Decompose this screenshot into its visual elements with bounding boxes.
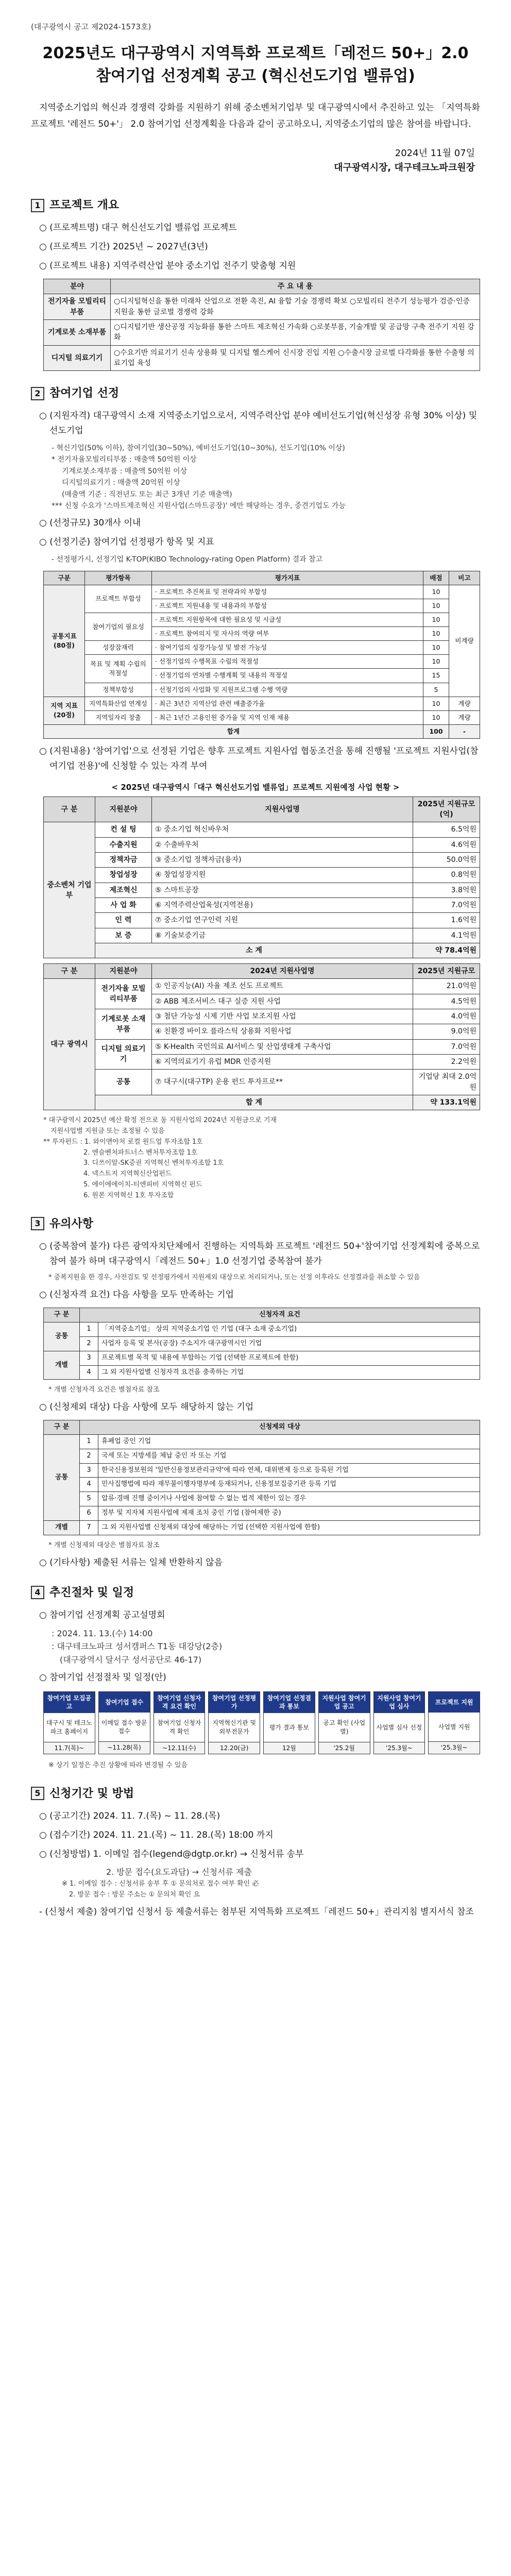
table-cell: ⑥ 지역의료기기 유럽 MDR 인증지원 (152, 1054, 413, 1069)
table-row (44, 1351, 480, 1365)
exclusion-targets: ○ (신청제외 대상) 다음 사항에 모두 해당하지 않는 기업 (39, 1402, 254, 1413)
budget-notes (43, 1115, 480, 1201)
budget-table-daegu (43, 963, 480, 1110)
schedule-note: ※ 상기 일정은 추진 상황에 따라 변경될 수 있음 (48, 1761, 188, 1769)
table-cell: 3 (80, 1351, 98, 1365)
table-cell: 지역일자리 창출 (85, 710, 152, 724)
table-row (44, 1039, 480, 1054)
section-precautions (31, 1215, 480, 1570)
evaluation-table (43, 571, 480, 739)
table-row (44, 1478, 480, 1492)
eligibility-requirements: ○ (신청자격 요건) 다음 사항을 모두 만족하는 기업 (39, 1290, 234, 1300)
table-header: 2025년 지원규모(억) (413, 796, 480, 822)
table-row (44, 1009, 480, 1024)
flow-step: 참여기업 모집공고 대구시 및 테크노파크 홈페이지 11.7(목)~ (43, 1691, 95, 1754)
table-row (44, 613, 480, 626)
table-cell: ⑤ K-Health 국민의료 AI서비스 및 산업생태계 구축사업 (152, 1039, 413, 1054)
table-cell: ② ABB 제조서비스 대구 실증 지원 사업 (152, 994, 413, 1009)
table-cell: 5 (423, 683, 449, 697)
table-row (44, 1506, 480, 1521)
table-cell: 전기자율 모빌리티부품 (95, 979, 152, 1009)
other-notes: ○ (기타사항) 제출된 서류는 일체 반환하지 않음 (39, 1557, 223, 1568)
table-cell: 지역 지표 (20점) (44, 697, 85, 724)
table-cell: 100 (423, 724, 449, 738)
table-cell: 인 력 (95, 913, 152, 928)
table-cell: 2.2억원 (413, 1054, 480, 1069)
table-cell: 10 (423, 627, 449, 641)
table-cell: ⑤ 스마트공장 (152, 883, 413, 897)
exclusion-table (43, 1420, 480, 1535)
table-header: 신청제외 대상 (80, 1420, 480, 1435)
table-cell: · 프로젝트 추진목표 및 전략과의 부합성 (152, 585, 423, 599)
eligibility-detail: 디지털의료기기 : 매출액 20억원 이상 (62, 479, 180, 487)
section-number: 3 (31, 1217, 44, 1230)
table-cell: 7 (80, 1520, 98, 1535)
selection-scale: ○ (선정규모) 30개사 이내 (39, 518, 141, 529)
section-number: 2 (31, 387, 44, 400)
table-cell: 2 (80, 1449, 98, 1463)
table-cell: 개별 (44, 1351, 80, 1380)
flow-step: 참여기업 선정결과 통보 평가 결과 통보 12월 (263, 1691, 315, 1754)
table-row (44, 1449, 480, 1463)
table-cell: 약 133.1억원 (413, 1095, 480, 1110)
table-row (44, 822, 480, 837)
section-title: 유의사항 (49, 1217, 94, 1230)
table-cell: · 참여기업의 성장가능성 및 발전 가능성 (152, 641, 423, 655)
table-cell: 7.0억원 (413, 897, 480, 912)
section-heading (31, 1215, 480, 1233)
table-header: 구 분 (44, 1420, 80, 1435)
table-cell: 6.5억원 (413, 822, 480, 837)
table-cell: ① 인공지능(AI) 자율 제조 선도 프로젝트 (152, 979, 413, 994)
table-cell: 기계로봇 소재부품 (95, 1009, 152, 1040)
table-cell: 그 외 지원사업별 신청자격 요건을 충족하는 기업 (98, 1365, 480, 1380)
document-submission: - (신청서 제출) 참여기업 신청서 등 제출서류는 첨부된 지역특화 프로젝트「레전드 50+」관리지침 별지서식 참조 (39, 1906, 474, 1917)
table-cell: 성장잠재력 (85, 641, 152, 655)
table-cell: 10 (423, 697, 449, 710)
table-cell: 비계량 (449, 585, 480, 697)
title-line-2: 참여기업 선정계획 공고 (혁신선도기업 밸류업) (96, 66, 415, 85)
table-row (44, 943, 480, 958)
section-heading (31, 1785, 480, 1803)
table-header: 신청자격 요건 (80, 1308, 480, 1323)
table-cell: 공통지표 (80점) (44, 585, 85, 697)
table-cell: 사업자 등록 및 본사(공장) 주소지가 대구광역시인 기업 (98, 1336, 480, 1351)
table-row (44, 697, 480, 710)
announcing-organization: 대구광역시장, 대구테크노파크원장 (334, 162, 475, 174)
table-cell: · 최근 1년간 고용인원 증가율 및 지역 인재 채용 (152, 710, 423, 724)
footnote-line: 지원사업별 지원금 또는 조정될 수 있음 (50, 1127, 165, 1135)
table-header: 구분 (44, 571, 85, 585)
project-content-table (43, 279, 480, 371)
table-cell: · 프로젝트 참여의지 및 자사의 역량 여부 (152, 627, 423, 641)
table-cell: 목표 및 계획 수립의 적절성 (85, 655, 152, 683)
table-row (44, 1323, 480, 1337)
eligibility-detail: (매출액 기준 : 직전년도 또는 최근 3개년 기준 매출액) (62, 490, 232, 499)
no-duplicate-participation: ○ (중복참여 불가) 다른 광역자치단체에서 진행하는 지역특화 프로젝트 '레전드 50+'참여기업 선정계획에 중복으로 참여 불가 하며 대구광역시「레전드 50+」1.0 선정기업 중복참여 불가 (39, 1241, 480, 1266)
table-cell: 프로젝트별 목적 및 내용에 부합하는 기업 (선택한 프로젝트에 한함) (98, 1351, 480, 1365)
briefing-address: (대구광역시 달서구 성서공단로 46-17) (60, 1654, 202, 1665)
table-cell: 지역특화산업 연계성 (85, 697, 152, 710)
table-cell: ③ 첨단 가능성 시제 기반 사업 보조지원 사업 (152, 1009, 413, 1024)
table-header: 비고 (449, 571, 480, 585)
table-cell: 4.1억원 (413, 928, 480, 943)
table-cell: ③ 중소기업 정책자금(융자) (152, 853, 413, 868)
table-header: 주 요 내 용 (111, 279, 480, 294)
table-row (44, 1095, 480, 1110)
table-row (44, 585, 480, 599)
eligibility-detail: - 혁신기업(50% 이하), 참여기업(30~50%), 예비선도기업(10~30%), 선도기업(10% 이상) (52, 444, 345, 453)
eligibility-detail: * 전기자율모빌리티부품 : 매출액 50억원 이상 (52, 455, 197, 464)
table-cell: 계량 (449, 710, 480, 724)
table-cell: 4.0억원 (413, 1009, 480, 1024)
table-cell: ② 수출바우처 (152, 837, 413, 852)
table-cell: ○디지털혁신을 통한 미래차 산업으로 전환 촉진, AI 융합 기술 경쟁력 확보 ○모빌리티 전주기 성능평가 검증·인증 지원을 통한 글로벌 경쟁력 강화 (111, 294, 480, 320)
section-heading (31, 196, 480, 214)
table-cell: 9.0억원 (413, 1024, 480, 1039)
table-cell: 중소벤처 기업부 (44, 822, 95, 958)
table-cell: 창업성장 (95, 868, 152, 883)
table-cell: · 선정기업의 사업화 및 지원프로그램 수행 역량 (152, 683, 423, 697)
table-cell: ⑥ 지역주력산업육성(지역전용) (152, 897, 413, 912)
table-cell: 컨 설 팅 (95, 822, 152, 837)
eligibility-detail: 기계로봇소재부품 : 매출액 50억원 이상 (62, 467, 188, 476)
eligibility-table (43, 1308, 480, 1380)
table-row (44, 724, 480, 738)
table-cell: 7.0억원 (413, 1039, 480, 1054)
table-row (44, 294, 480, 320)
table-cell: · 프로젝트 지원내용 및 내용과의 부합성 (152, 599, 423, 613)
eligibility: ○ (지원자격) 대구광역시 소재 지역중소기업으로서, 지역주력산업 분야 예비선도기업(혁신성장 유형 30% 이상) 및 선도기업 (39, 411, 478, 436)
duplicate-note: * 중복지원을 한 경우, 사전검토 및 선정평가에서 지원제외 대상으로 처리되거나, 또는 선정 이후라도 선정결과를 취소할 수 있음 (48, 1274, 420, 1282)
flow-step: 지원사업 참여기업 공고 공고 확인 (사업별) '25.2월 (318, 1691, 370, 1754)
table-cell: 10 (423, 585, 449, 599)
table-cell: 소 계 (95, 943, 413, 958)
table-cell: 3 (80, 1463, 98, 1478)
table-row (44, 853, 480, 868)
table-header: 평가항목 (85, 571, 152, 585)
table-cell: 그 외 지원사업별 신청제외 대상에 해당하는 기업 (선택한 지원사업에 한함) (98, 1520, 480, 1535)
table-row (44, 837, 480, 852)
section-title: 참여기업 선정 (49, 387, 120, 400)
table-cell: ○수요기반 의료기기 신속 상용화 및 디지털 헬스케어 신시장 진입 지원 ○수출시장 글로벌 다각화를 통한 수출형 의료기업 육성 (111, 345, 480, 371)
table-cell: 합 계 (95, 1095, 413, 1110)
flow-step: 지원사업 참여기업 심사 사업별 심사 선정 '25.3월~ (373, 1691, 425, 1754)
table-cell: · 선정기업의 연차별 수행계획 및 내용의 적정성 (152, 669, 423, 683)
briefing-place: : 대구테크노파크 성서캠퍼스 T1동 대강당(2층) (52, 1641, 223, 1652)
table-row (44, 928, 480, 943)
flow-step: 참여기업 신청자격 요건 확인 참여기업 신청자격 확인 ~12.11(수) (154, 1691, 206, 1754)
selection-criteria-note: - 선정평가시, 선정기업 K-TOP(KIBO Technology-rating Open Platform) 결과 참고 (52, 555, 323, 564)
table-header: 지원분야 (95, 964, 152, 979)
footnote-line: 3. 디쓰이알-SK증권 지역혁신 벤처투자조합 1호 (83, 1159, 224, 1167)
footnote-line: 2. 엔슬벤처파트너스 벤처투자조합 1호 (83, 1148, 198, 1157)
section-application (31, 1785, 480, 1920)
method-note-2: 2. 방문 접수 : 방문 주소는 ① 문의처 확인 요 (69, 1890, 200, 1899)
table-cell: ○디지털기반 생산공정 지능화를 통한 스마트 제조혁신 가속화 ○로봇부품, 기술개발 및 공급망 구축 전주기 지원 강화 (111, 319, 480, 345)
table-cell: 1 (80, 1323, 98, 1337)
table-cell: 1 (80, 1434, 98, 1449)
table-cell: 전기자율 모빌리티부품 (44, 294, 111, 320)
table-cell: 참여기업의 필요성 (85, 613, 152, 640)
table-row (44, 1463, 480, 1478)
footnote-line: 6. 원본 지역혁신 1호 투자조합 (83, 1191, 174, 1199)
table-cell: 5 (80, 1492, 98, 1506)
table-cell: 10 (423, 655, 449, 669)
table-cell: 공통 (44, 1323, 80, 1351)
project-content: ○ (프로젝트 내용) 지역주력산업 분야 중소기업 전주기 맞춤형 지원 (39, 261, 296, 272)
table-cell: 프로젝트 부합성 (85, 585, 152, 613)
table-cell: 민사집행법에 따라 재무불이행자명부에 등재되거나, 신용정보집중기관 등록 기업 (98, 1478, 480, 1492)
table-cell: 기업당 최대 2.0억원 (413, 1070, 480, 1095)
table-row (44, 1434, 480, 1449)
announcement-date: 2024년 11월 07일 (395, 147, 475, 159)
flow-step: 프로젝트 지원 사업별 지원 '25.3월~ (428, 1691, 480, 1754)
table-row (44, 319, 480, 345)
table-cell: 계량 (449, 697, 480, 710)
intro-paragraph: 지역중소기업의 혁신과 경쟁력 강화를 지원하기 위해 중소벤처기업부 및 대구광역시에서 추진하고 있는 「지역특화 프로젝트 '레전드 50+'」 2.0 참여기업 선정계획을 다음과 같이 공고하오니, 지역중소기업의 많은 참여를 바랍니다. (31, 103, 480, 130)
table-header: 구 분 (44, 964, 95, 979)
flow-step: 참여기업 접수 이메일 접수 방문 접수 ~11.28(목) (98, 1691, 150, 1754)
submission-period: ○ (접수기간) 2024. 11. 21.(목) ~ 11. 28.(목) 18:00 까지 (39, 1829, 274, 1840)
table-row (44, 883, 480, 897)
table-cell: 개별 (44, 1520, 80, 1535)
table-cell: 「지역중소기업」 상의 지역중소기업 인 기업 (대구 소재 중소기업) (98, 1323, 480, 1337)
eligibility-note: * 개별 신청자격 요건은 별첨자료 참조 (48, 1386, 160, 1394)
table-cell: 정책자금 (95, 853, 152, 868)
table-cell: 보 증 (95, 928, 152, 943)
table-cell: 정부 및 지자체 지원사업에 제재 조치 중인 기업 (참여제한 중) (98, 1506, 480, 1521)
table-header: 지원분야 (95, 796, 152, 822)
table-cell: ⑧ 기술보증기금 (152, 928, 413, 943)
table-cell: ① 중소기업 혁신바우처 (152, 822, 413, 837)
section-project-overview (31, 196, 480, 371)
section-title: 신청기간 및 방법 (49, 1787, 134, 1800)
table-cell: 6 (80, 1506, 98, 1521)
table-row (44, 1492, 480, 1506)
table-header: 분야 (44, 279, 111, 294)
table-row (44, 710, 480, 724)
table-cell: ⑦ 대구시(대구TP) 운용 펀드 투자프로** (152, 1070, 413, 1095)
table-header: 배점 (423, 571, 449, 585)
table-cell: 21.0억원 (413, 979, 480, 994)
section-procedure-schedule (31, 1584, 480, 1771)
table-cell: 10 (423, 613, 449, 626)
briefing-time: : 2024. 11. 13.(수) 14:00 (52, 1628, 153, 1638)
table-cell: · 최근 3년간 지역산업 관련 매출증가율 (152, 697, 423, 710)
table-cell: 1.6억원 (413, 913, 480, 928)
eligibility-detail: *** 신청 수요가 '스마트제조혁신 지원사업(스마트공장)' 에만 해당하는 경우, 중견기업도 가능 (52, 502, 346, 511)
section-participant-selection (31, 384, 480, 1201)
table-header: 평가지표 (152, 571, 423, 585)
table-cell: 4.5억원 (413, 994, 480, 1009)
table-cell: ④ 친환경 바이오 플라스틱 상용화 지원사업 (152, 1024, 413, 1039)
title-line-1: 2025년도 대구광역시 지역특화 프로젝트「레전드 50+」2.0 (42, 44, 469, 62)
table-cell: 사 업 화 (95, 897, 152, 912)
table-cell: 대구 광역시 (44, 979, 95, 1110)
table-cell: 약 78.4억원 (413, 943, 480, 958)
budget-table-mss (43, 796, 480, 958)
footnote-line: 4. 넥스트지 지역혁신산업펀드 (83, 1170, 172, 1178)
table-cell: - (449, 724, 480, 738)
table-header: 2025년 지원규모 (413, 964, 480, 979)
table-row (44, 683, 480, 697)
exclusion-note: * 개별 신청제외 대상은 별첨자료 참조 (48, 1541, 160, 1549)
table-row (44, 345, 480, 371)
section-number: 1 (31, 199, 44, 212)
table-row (44, 641, 480, 655)
table-cell: 10 (423, 641, 449, 655)
budget-table-title: < 2025년 대구광역시「대구 혁신선도기업 밸류업」프로젝트 지원예정 사업 현황 > (111, 782, 400, 792)
footnote-line: 5. 에이에에이치-티엔피비 지역혁신 펀드 (83, 1180, 202, 1189)
table-header: 지원사업명 (152, 796, 413, 822)
table-row (44, 1336, 480, 1351)
table-row (44, 655, 480, 669)
table-cell: 0.8억원 (413, 868, 480, 883)
support-content: ○ (지원내용) '참여기업'으로 선정된 기업은 향후 프로젝트 지원사업 협동조건을 통해 진행될 '프로젝트 지원사업(참여기업 전용)'에 신청할 수 있는 자격 부여 (39, 746, 479, 771)
section-title: 추진절차 및 일정 (49, 1586, 134, 1599)
table-cell: 압류·경매 진행 중이거나 사업에 참여할 수 없는 법적 제한이 있는 경우 (98, 1492, 480, 1506)
table-cell: 10 (423, 599, 449, 613)
application-method: ○ (신청방법) 1. 이메일 접수(legend@dgtp.or.kr) → 신청서류 송부 (39, 1849, 304, 1859)
table-cell: 디지털 의료기기 (44, 345, 111, 371)
table-cell: 4 (80, 1365, 98, 1380)
project-period: ○ (프로젝트 기간) 2025년 ~ 2027년(3년) (39, 242, 208, 252)
table-cell: 2 (80, 1336, 98, 1351)
table-row (44, 1070, 480, 1095)
table-cell: 4 (80, 1478, 98, 1492)
table-cell: 한국신용정보원의 '일반신용정보관리규약'에 따라 연체, 대위변제 등으로 등록된 기업 (98, 1463, 480, 1478)
table-cell: 공통 (44, 1434, 80, 1520)
table-cell: 휴폐업 중인 기업 (98, 1434, 480, 1449)
table-cell: 정책부합성 (85, 683, 152, 697)
table-cell: 3.8억원 (413, 883, 480, 897)
table-row (44, 979, 480, 994)
table-row (44, 913, 480, 928)
table-cell: 수출지원 (95, 837, 152, 852)
table-header: 구 분 (44, 796, 95, 822)
table-cell: 기계로봇 소재부품 (44, 319, 111, 345)
table-cell: ④ 창업성장지원 (152, 868, 413, 883)
table-cell: 합계 (44, 724, 423, 738)
footnote-line: * 대구광역시 2025년 예산 확정 전으로 동 지원사업의 2024년 지원금으로 기재 (43, 1116, 277, 1125)
table-cell: · 선정기업의 수행목표 수립의 적절성 (152, 655, 423, 669)
selection-procedure: ○ 참여기업 선정절차 및 일정(안) (39, 1672, 166, 1683)
project-name: ○ (프로젝트명) 대구 혁신선도기업 밸류업 프로젝트 (39, 223, 237, 233)
table-cell: · 프로젝트 지원항목에 대한 필요성 및 시급성 (152, 613, 423, 626)
section-number: 4 (31, 1586, 44, 1599)
section-number: 5 (31, 1787, 44, 1800)
table-cell: 제조혁신 (95, 883, 152, 897)
table-row (44, 1520, 480, 1535)
table-row (44, 1365, 480, 1380)
table-cell: ⑦ 중소기업 연구인력 지원 (152, 913, 413, 928)
procedure-flow (43, 1691, 480, 1754)
section-title: 프로젝트 개요 (49, 199, 120, 212)
table-cell: 10 (423, 710, 449, 724)
document-title (31, 42, 480, 87)
announcement-period: ○ (공고기간) 2024. 11. 7.(목) ~ 11. 28.(목) (39, 1810, 220, 1821)
announcement-number: (대구광역시 공고 제2024-1573호) (31, 22, 151, 31)
table-cell: 국세 또는 지방세를 체납 중인 자 또는 기업 (98, 1449, 480, 1463)
flow-step: 참여기업 선정평가 지역혁신기관 및 외부전문가 12.20(금) (208, 1691, 260, 1754)
table-cell: 15 (423, 669, 449, 683)
table-row (44, 868, 480, 883)
table-cell: 4.6억원 (413, 837, 480, 852)
table-cell: 50.0억원 (413, 853, 480, 868)
table-header: 구 분 (44, 1308, 80, 1323)
briefing-session: ○ 참여기업 선정계획 공고설명회 (39, 1609, 165, 1620)
footnote-line: ** 투자펀드 : 1. 와이앤아처 로컬 원드업 투자조합 1호 (43, 1138, 203, 1146)
application-method-2: 2. 방문 접수(요도과담) → 신청서류 제출 (106, 1867, 252, 1877)
selection-criteria: ○ (선정기준) 참여기업 선정평가 항목 및 지표 (39, 537, 214, 548)
section-heading (31, 1584, 480, 1602)
table-header: 2024년 지원사업명 (152, 964, 413, 979)
table-cell: 디지털 의료기기 (95, 1039, 152, 1070)
table-cell: 공통 (95, 1070, 152, 1095)
table-row (44, 897, 480, 912)
section-heading (31, 384, 480, 402)
method-note-1: ※ 1. 이메일 접수 : 신청서류 송부 후 ① 문의처로 접수 여부 확인 必 (62, 1880, 259, 1888)
